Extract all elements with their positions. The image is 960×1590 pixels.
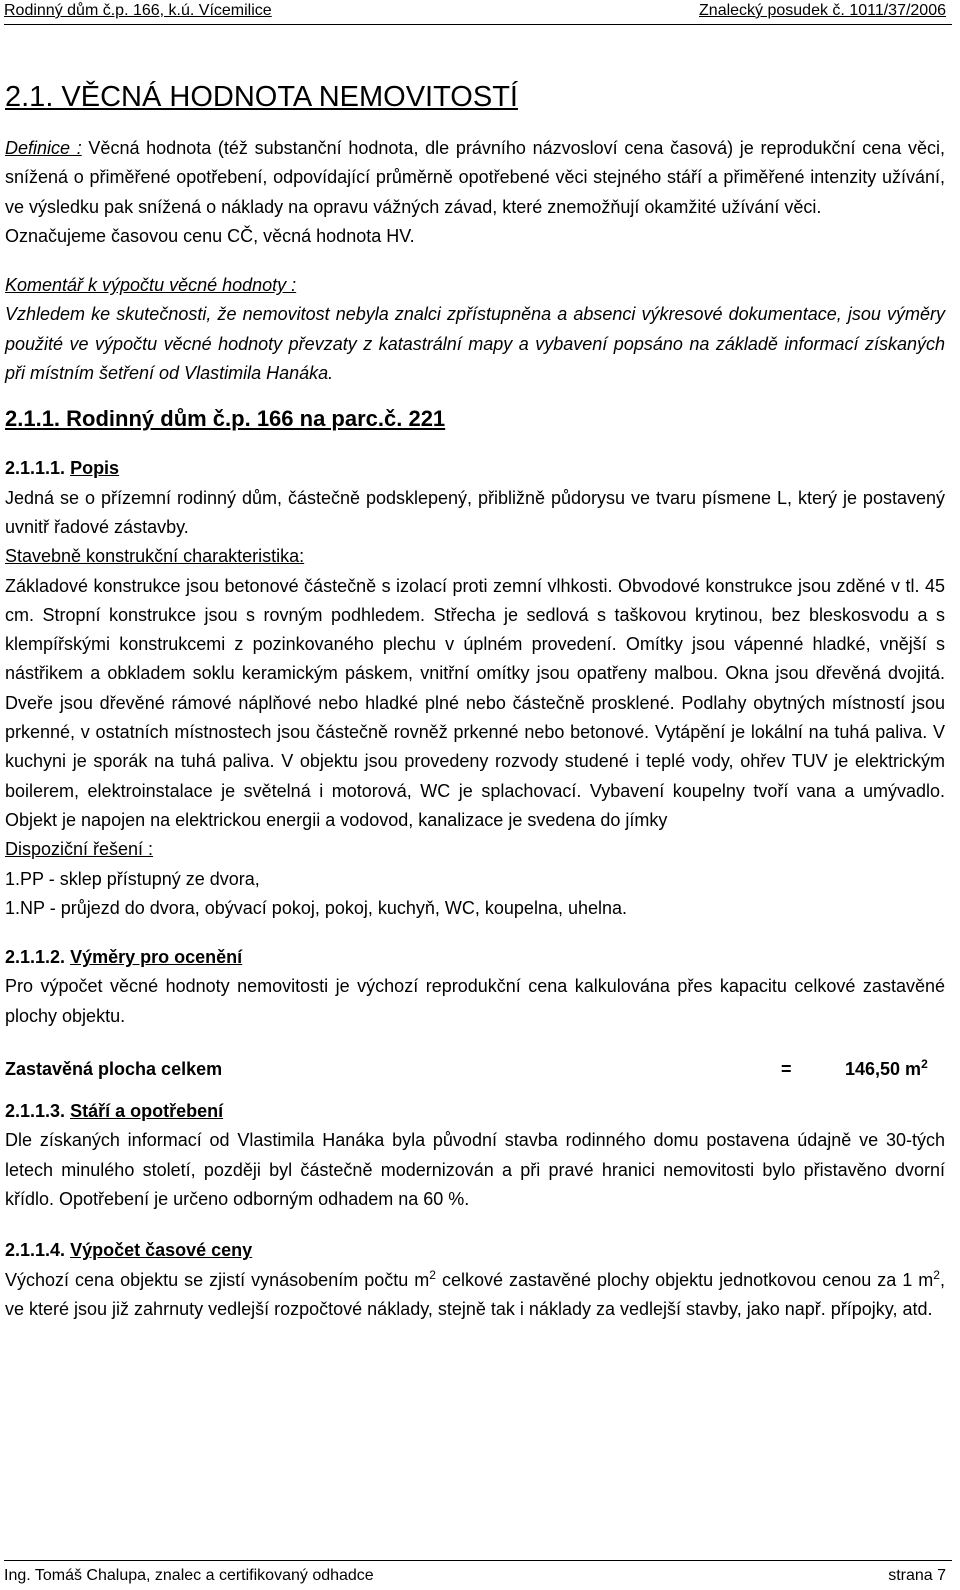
page-number: strana 7 bbox=[888, 1567, 946, 1584]
vymery-heading: 2.1.1.2. Výměry pro ocenění bbox=[5, 947, 243, 968]
comment-label: Komentář k výpočtu věcné hodnoty : bbox=[5, 275, 297, 296]
layout-item: 1.NP - průjezd do dvora, obývací pokoj, pokoj, kuchyň, WC, koupelna, uhelna. bbox=[5, 897, 628, 918]
layout-item: 1.PP - sklep přístupný ze dvora, bbox=[5, 868, 260, 889]
vymery-text: Pro výpočet věcné hodnoty nemovitosti je výchozí reprodukční cena kalkulována přes kapacitu celkové zastavěné plochy objektu. bbox=[5, 976, 945, 1026]
definition-text: Věcná hodnota (též substanční hodnota, dle právního názvosloví cena časová) je reprodukční cena věci, snížená o přiměřené opotřebení, odpovídající průměrně opotřebené věci stejného stáří a přiměřené intenzity užívání, ve výsledku pak snížená o náklady na opravu vážných závad, které znemožňují okamžité užívání věci. bbox=[5, 138, 945, 217]
vypocet-heading: 2.1.1.4. Výpočet časové ceny bbox=[5, 1240, 253, 1261]
built-area-value: 146,50 $m^2$ bbox=[845, 1057, 928, 1080]
construction-label: Stavebně konstrukční charakteristika: bbox=[5, 546, 305, 567]
popis-heading: 2.1.1.1. Popis bbox=[5, 458, 120, 479]
built-area-row bbox=[5, 1055, 945, 1085]
section-title: 2.1.1. Rodinný dům č.p. 166 na parc.č. 221 bbox=[5, 406, 446, 432]
page-header bbox=[4, 0, 952, 25]
built-area-equals: = bbox=[781, 1059, 792, 1080]
stari-heading: 2.1.1.3. Stáří a opotřebení bbox=[5, 1101, 224, 1122]
popis-intro: Jedná se o přízemní rodinný dům, částečně podsklepený, přibližně půdorysu ve tvaru písmene L, který je postavený uvnitř řadové zástavby. bbox=[5, 487, 945, 537]
vypocet-text: Výchozí cena objektu se zjistí vynásobením počtu $m^2$ celkové zastavěné plochy objektu jednotkovou cenou za 1 $m^2$, ve které jsou již zahrnuty vedlejší rozpočtové náklady, stejně tak i náklady za vedlejší stavby, jako např. přípojky, atd. bbox=[5, 1267, 945, 1319]
definition-note: Označujeme časovou cenu CČ, věcná hodnota HV. bbox=[5, 225, 415, 246]
construction-text: Základové konstrukce jsou betonové částečně s izolací proti zemní vlhkosti. Obvodové konstrukce jsou zděné v tl. 45 cm. Stropní konstrukce jsou s rovným podhledem. Střecha je sedlová s taškovou krytinou, bez bleskosvodu a s klempířskými konstrukcemi z pozinkovaného plechu v úplném provedení. Omítky jsou vápenné hladké, vnější s nástřikem a obkladem soklu keramickým páskem, vnitřní omítky jsou opatřeny malbou. Okna jsou dřevěná dvojitá. Dveře jsou dřevěné rámové náplňové nebo hladké plné nebo částečně prosklené. Podlahy obytných místností jsou prkenné, v ostatních místnostech jsou částečně rovněž prkenné nebo betonové. Vytápění je lokální na tuhá paliva. V kuchyni je sporák na tuhá paliva. V objektu jsou provedeny rozvody studené i teplé vody, ohřev TUV je elektrickým boilerem, elektroinstalace je světelná i motorová, WC je splachovací. Vybavení koupelny tvoří vana a umývadlo. Objekt je napojen na elektrickou energii a vodovod, kanalizace je svedena do jímky bbox=[5, 575, 945, 830]
definition-paragraph bbox=[5, 134, 945, 222]
definition-label: Definice : bbox=[5, 138, 82, 158]
built-area-label: Zastavěná plocha celkem bbox=[5, 1059, 223, 1080]
footer-author: Ing. Tomáš Chalupa, znalec a certifikovaný odhadce bbox=[4, 1567, 374, 1584]
header-left: Rodinný dům č.p. 166, k.ú. Vícemilice bbox=[4, 2, 272, 19]
page-footer bbox=[4, 1560, 952, 1590]
header-right: Znalecký posudek č. 1011/37/2006 bbox=[699, 2, 946, 19]
document-body bbox=[5, 80, 945, 1324]
comment-text: Vzhledem ke skutečnosti, že nemovitost nebyla znalci zpřístupněna a absenci výkresové dokumentace, jsou výměry použité ve výpočtu věcné hodnoty převzaty z katastrální mapy a vybavení popsáno na základě informací získaných při místním šetření od Vlastimila Hanáka. bbox=[5, 304, 945, 384]
stari-text: Dle získaných informací od Vlastimila Hanáka byla původní stavba rodinného domu postavena údajně ve 30-tých letech minulého století, později byl částečně modernizován a při pravé hranici nemovitosti bylo přistavěno dvorní křídlo. Opotřebení je určeno odborným odhadem na 60 %. bbox=[5, 1130, 945, 1209]
page-title: 2.1. VĚCNÁ HODNOTA NEMOVITOSTÍ bbox=[5, 81, 518, 113]
layout-label: Dispoziční řešení : bbox=[5, 839, 154, 860]
